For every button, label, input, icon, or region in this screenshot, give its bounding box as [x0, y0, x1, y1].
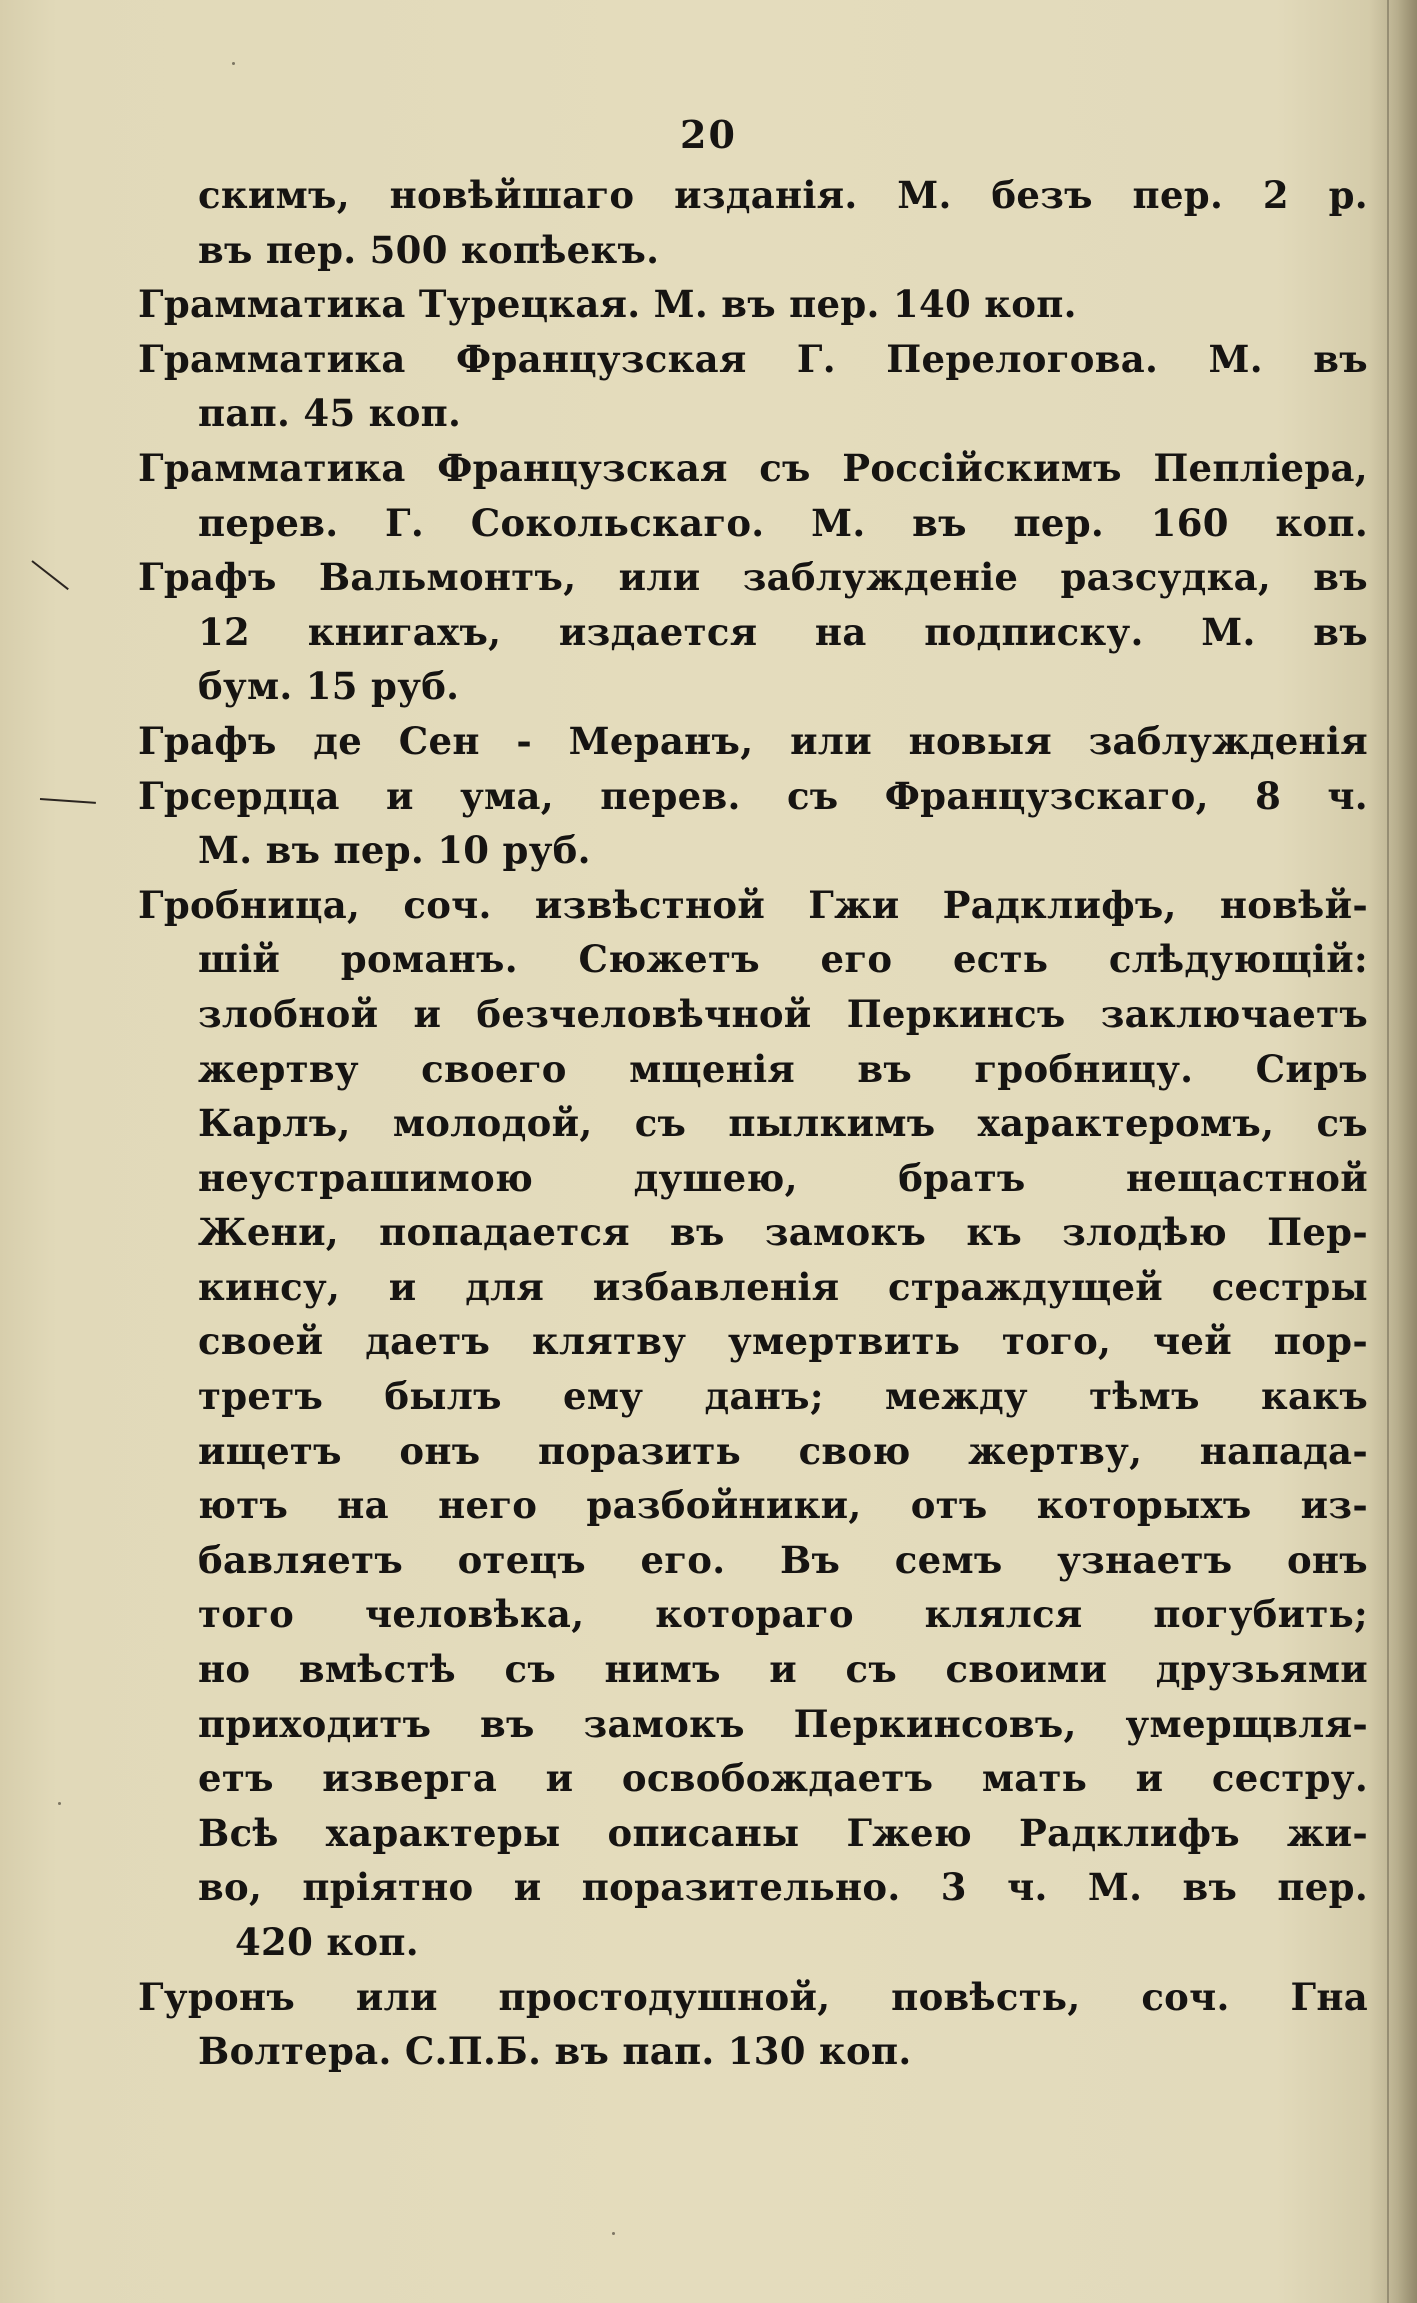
- text-line: того человѣка, котораго клялся погубить;: [198, 1592, 1368, 1637]
- text-line: бавляетъ отецъ его. Въ семъ узнаетъ онъ: [198, 1537, 1368, 1582]
- text-line: Графъ де Сен - Меранъ, или новыя заблужденія: [138, 718, 1368, 763]
- text-line: Грсердца и ума, перев. съ Французскаго, 8 ч.: [138, 773, 1368, 818]
- text-line: етъ изверга и освобождаетъ мать и сестру.: [198, 1756, 1368, 1801]
- text-line: третъ былъ ему данъ; между тѣмъ какъ: [198, 1374, 1368, 1419]
- page-edge-shadow: [1369, 0, 1417, 2303]
- text-line: ищетъ онъ поразить свою жертву, напада-: [198, 1428, 1368, 1473]
- text-line: Гробница, соч. извѣстной Гжи Радклифъ, новѣй-: [138, 882, 1368, 927]
- text-line: приходитъ въ замокъ Перкинсовъ, умерщвля-: [198, 1701, 1368, 1746]
- text-line: 12 книгахъ, издается на подписку. М. въ: [198, 609, 1368, 654]
- text-line: злобной и безчеловѣчной Перкинсъ заключаетъ: [198, 991, 1368, 1036]
- text-line: Графъ Вальмонтъ, или заблужденіе разсудка, въ: [138, 555, 1368, 600]
- page-number: 20: [680, 112, 737, 157]
- text-line: въ пер. 500 копѣекъ.: [198, 227, 660, 272]
- paper-speck: [612, 2232, 615, 2235]
- text-line: Грамматика Французская Г. Перелогова. М. въ: [138, 336, 1368, 381]
- text-line: своей даетъ клятву умертвить того, чей пор-: [198, 1319, 1368, 1364]
- text-line: 420 коп.: [235, 1920, 419, 1964]
- text-line: во, пріятно и поразительно. 3 ч. М. въ пер.: [198, 1865, 1368, 1910]
- paper-speck: [232, 62, 235, 65]
- text-line: шій романъ. Сюжетъ его есть слѣдующій:: [198, 937, 1368, 982]
- text-line: Жени, попадается въ замокъ къ злодѣю Пер-: [198, 1210, 1368, 1255]
- text-line: ютъ на него разбойники, отъ которыхъ из-: [198, 1483, 1368, 1528]
- text-line: Грамматика Французская съ Россійскимъ Пепліера,: [138, 445, 1368, 490]
- text-line: но вмѣстѣ съ нимъ и съ своими друзьями: [198, 1647, 1368, 1692]
- text-line: Грамматика Турецкая. М. въ пер. 140 коп.: [138, 282, 1077, 327]
- text-line: жертву своего мщенія въ гробницу. Сиръ: [198, 1046, 1368, 1091]
- text-line: бум. 15 руб.: [198, 664, 460, 709]
- text-line: неустрашимою душею, братъ нещастной: [198, 1155, 1368, 1200]
- text-line: Волтера. С.П.Б. въ пап. 130 коп.: [198, 2029, 912, 2074]
- text-line: пап. 45 коп.: [198, 391, 462, 436]
- paper-speck: [58, 1802, 61, 1805]
- text-line: Гуронъ или простодушной, повѣсть, соч. Гна: [138, 1974, 1368, 2019]
- margin-pencil-mark: [31, 560, 68, 590]
- margin-pencil-mark: [40, 798, 96, 804]
- text-line: М. въ пер. 10 руб.: [198, 828, 591, 873]
- page-edge-line: [1387, 0, 1389, 2303]
- text-line: Всѣ характеры описаны Гжею Радклифъ жи-: [198, 1810, 1368, 1855]
- text-line: скимъ, новѣйшаго изданія. М. безъ пер. 2 р.: [198, 173, 1368, 217]
- text-line: перев. Г. Сокольскаго. М. въ пер. 160 коп.: [198, 500, 1368, 545]
- text-line: Карлъ, молодой, съ пылкимъ характеромъ, съ: [198, 1101, 1368, 1146]
- text-line: кинсу, и для избавленія страждущей сестры: [198, 1264, 1368, 1309]
- catalog-text: [138, 168, 1368, 2079]
